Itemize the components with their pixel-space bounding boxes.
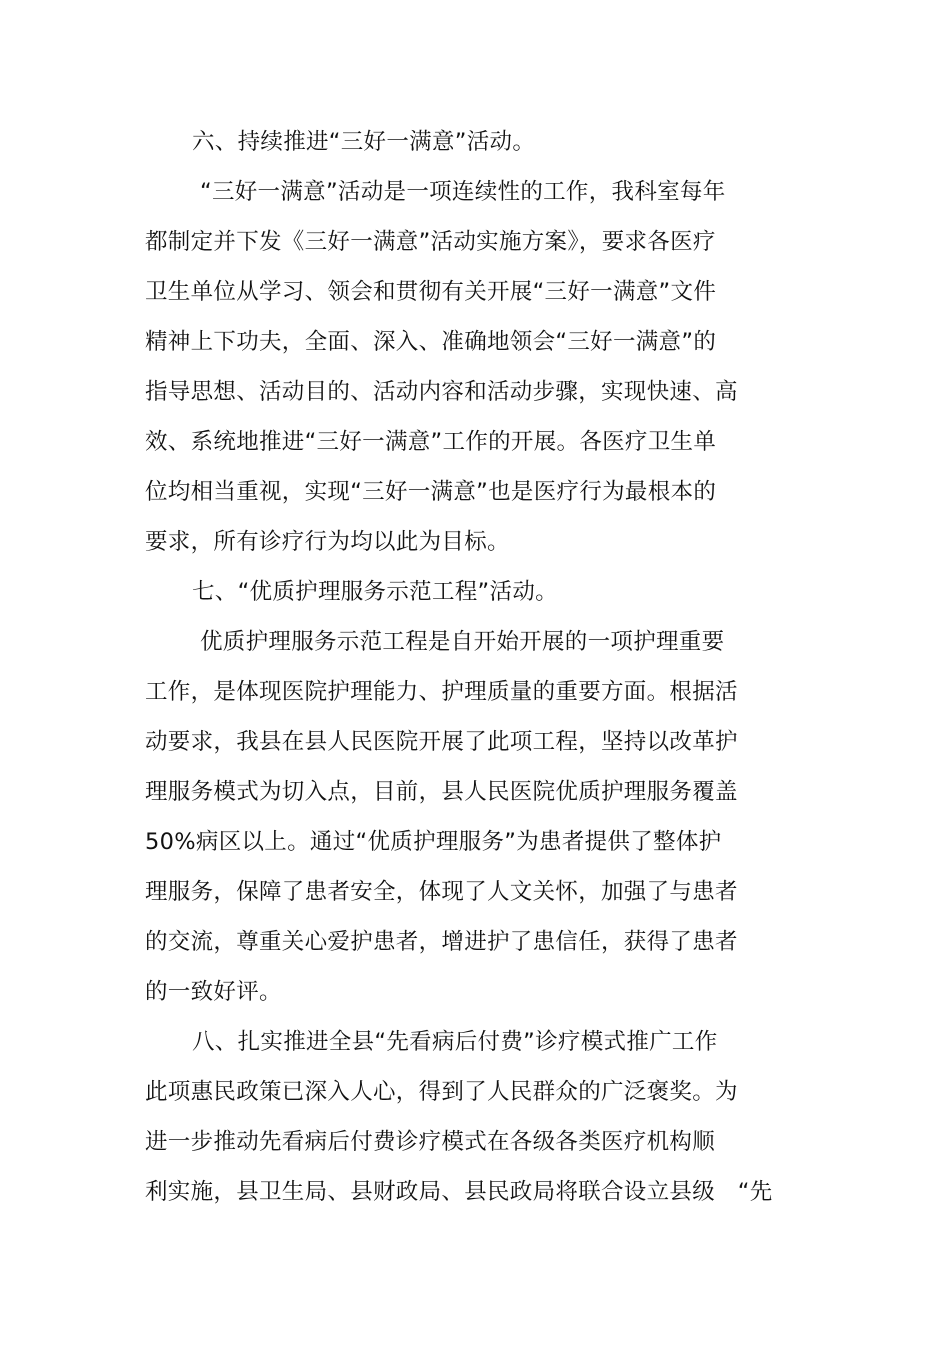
paragraph-line: 50%病区以上。通过“优质护理服务”为患者提供了整体护 bbox=[145, 829, 722, 855]
paragraph-line: 效、系统地推进“三好一满意”工作的开展。各医疗卫生单 bbox=[145, 429, 717, 455]
paragraph-line: 工作，是体现医院护理能力、护理质量的重要方面。根据活 bbox=[145, 679, 738, 705]
paragraph-line: 动要求，我县在县人民医院开展了此项工程，坚持以改革护 bbox=[145, 729, 738, 755]
section-heading-8: 八、扎实推进全县“先看病后付费”诊疗模式推广工作 bbox=[192, 1029, 718, 1055]
paragraph-line: 位均相当重视，实现“三好一满意”也是医疗行为最根本的 bbox=[145, 479, 717, 505]
paragraph-line: 理服务模式为切入点，目前，县人民医院优质护理服务覆盖 bbox=[145, 779, 738, 805]
paragraph-line: 理服务，保障了患者安全，体现了人文关怀，加强了与患者 bbox=[145, 879, 738, 905]
paragraph-line: 此项惠民政策已深入人心，得到了人民群众的广泛褒奖。为 bbox=[145, 1079, 738, 1105]
section-heading-6: 六、持续推进“三好一满意”活动。 bbox=[192, 129, 536, 155]
paragraph-line: 卫生单位从学习、领会和贯彻有关开展“三好一满意”文件 bbox=[145, 279, 717, 305]
paragraph-line: 精神上下功夫，全面、深入、准确地领会“三好一满意”的 bbox=[145, 329, 717, 355]
paragraph-line: “三好一满意”活动是一项连续性的工作，我科室每年 bbox=[200, 179, 726, 205]
paragraph-line: 利实施，县卫生局、县财政局、县民政局将联合设立县级 “先 bbox=[145, 1179, 773, 1205]
section-heading-7: 七、“优质护理服务示范工程”活动。 bbox=[192, 579, 558, 605]
paragraph-line: 的交流，尊重关心爱护患者，增进护了患信任，获得了患者 bbox=[145, 929, 738, 955]
paragraph-line: 都制定并下发《三好一满意”活动实施方案》，要求各医疗 bbox=[145, 229, 716, 255]
paragraph-line: 要求，所有诊疗行为均以此为目标。 bbox=[145, 529, 510, 555]
paragraph-line: 的一致好评。 bbox=[145, 979, 282, 1005]
paragraph-line: 指导思想、活动目的、活动内容和活动步骤，实现快速、高 bbox=[145, 379, 738, 405]
paragraph-line: 进一步推动先看病后付费诊疗模式在各级各类医疗机构顺 bbox=[145, 1129, 716, 1155]
paragraph-line: 优质护理服务示范工程是自开始开展的一项护理重要 bbox=[200, 629, 725, 655]
